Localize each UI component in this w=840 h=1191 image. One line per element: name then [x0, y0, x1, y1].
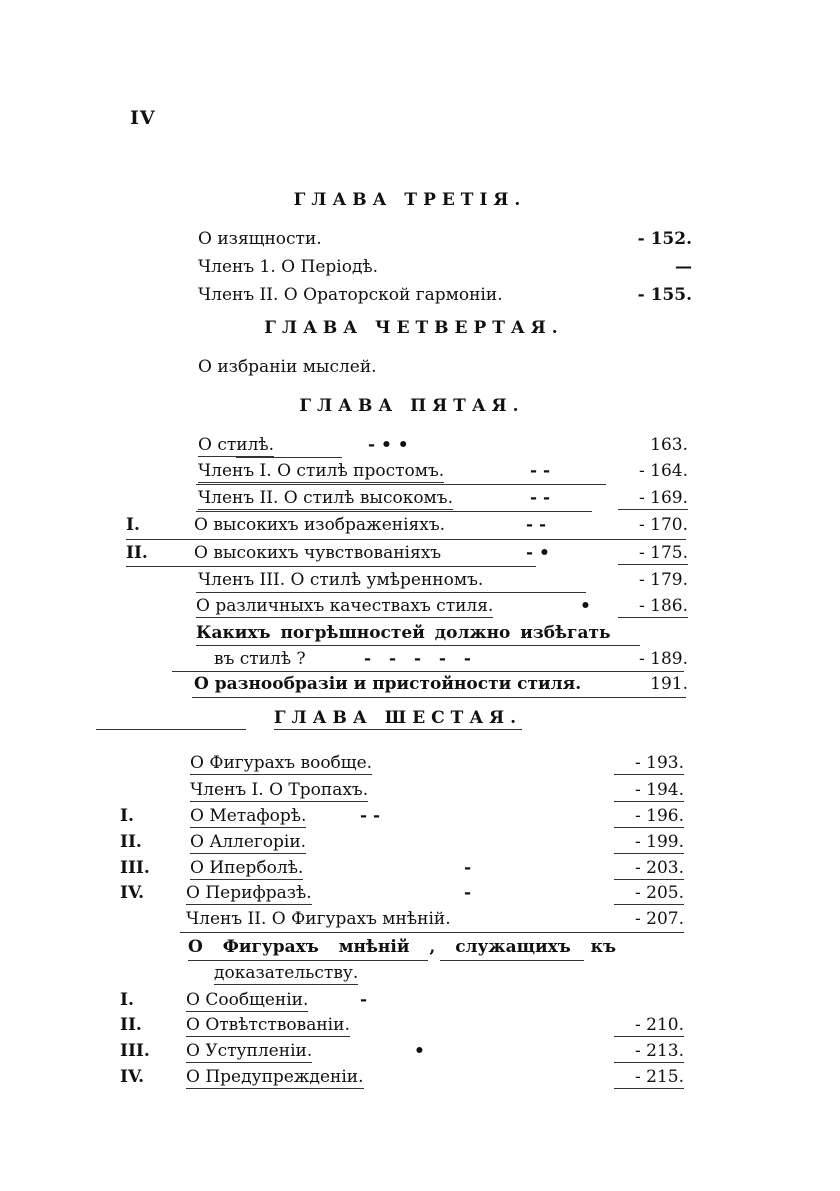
toc-entry [188, 936, 684, 962]
toc-entry [126, 514, 688, 540]
entry-page: - 186. [618, 595, 688, 618]
entry-page: - 193. [614, 752, 684, 775]
entry-title: Членъ 1. О Періодѣ. [198, 257, 379, 277]
entry-leader-dots: • [414, 1041, 425, 1061]
entry-title: въ стилѣ ? [214, 649, 306, 669]
entry-page: - 199. [614, 831, 684, 854]
underline-rule [188, 960, 428, 961]
toc-entry [120, 1040, 684, 1066]
toc-entry [198, 256, 692, 282]
underline-rule [196, 511, 592, 512]
toc-entry [120, 805, 684, 831]
chapter-6-heading [0, 708, 798, 728]
entry-leader-dots: - [360, 990, 368, 1010]
toc-entry [194, 673, 688, 699]
entry-page: - 210. [614, 1014, 684, 1037]
underline-rule [236, 457, 342, 458]
toc-entry [198, 356, 692, 382]
entry-leader-dots: - - [360, 806, 381, 826]
entry-title: О Фигурахъ вообще. [190, 753, 373, 773]
underline-rule [126, 566, 536, 567]
toc-entry [186, 908, 684, 934]
entry-page: - 194. [614, 779, 684, 802]
entry-title: О Отвѣтствованіи. [186, 1015, 350, 1035]
entry-page: - 170. [639, 515, 688, 535]
toc-entry [120, 857, 684, 883]
entry-leader-dots: - - - - - [364, 649, 471, 669]
entry-title: Членъ II. О стилѣ высокомъ. [198, 488, 453, 508]
toc-entry [198, 228, 692, 254]
roman-numeral: IV. [120, 883, 145, 903]
entry-page: - 196. [614, 805, 684, 828]
entry-page: - 169. [618, 487, 688, 510]
roman-numeral: I. [120, 806, 134, 826]
entry-title: О Иперболѣ. [190, 858, 304, 878]
entry-title: О Аллегоріи. [190, 832, 307, 852]
entry-title: О разнообразіи и пристойности стиля. [194, 674, 582, 694]
underline-rule [196, 592, 586, 593]
entry-page: 163. [650, 435, 688, 455]
underline-rule [196, 484, 606, 485]
entry-page: - 175. [618, 542, 688, 565]
roman-numeral: I. [120, 990, 134, 1010]
toc-entry [190, 779, 684, 805]
entry-page: - 215. [614, 1066, 684, 1089]
entry-page: - 155. [637, 285, 692, 305]
roman-numeral: IV. [120, 1067, 145, 1087]
entry-page: - 164. [639, 461, 688, 481]
entry-title: О стилѣ. [198, 435, 275, 455]
entry-page: 191. [650, 674, 688, 694]
underline-rule [180, 932, 684, 933]
entry-title: О Перифразѣ. [186, 883, 312, 903]
entry-page: - 207. [635, 909, 684, 929]
entry-page: - 213. [614, 1040, 684, 1063]
entry-title: О высокихъ чувствованіяхъ [194, 543, 442, 563]
toc-entry [190, 752, 684, 778]
roman-numeral: II. [126, 543, 148, 563]
entry-title: О высокихъ изображеніяхъ. [194, 515, 446, 535]
entry-page: - 203. [614, 857, 684, 880]
entry-title: О избраніи мыслей. [198, 357, 377, 377]
entry-leader-dots: - • • [368, 435, 409, 455]
entry-page: - 189. [639, 649, 688, 669]
toc-entry [120, 882, 684, 908]
entry-title: Членъ III. О стилѣ умѣренномъ. [198, 570, 484, 590]
entry-leader-dots: - - [526, 515, 547, 535]
underline-rule [440, 960, 584, 961]
entry-title: Какихъ погрѣшностей должно избѣгать [196, 623, 611, 643]
entry-page: — [675, 257, 692, 277]
roman-numeral: III. [120, 1041, 150, 1061]
toc-entry [120, 831, 684, 857]
toc-entry [214, 962, 684, 988]
entry-leader-dots: - [464, 883, 472, 903]
entry-title: О различныхъ качествахъ стиля. [196, 596, 494, 616]
roman-numeral: II. [120, 1015, 142, 1035]
entry-page: - 152. [637, 229, 692, 249]
entry-title: Членъ I. О Тропахъ. [190, 780, 369, 800]
toc-entry [126, 542, 688, 568]
entry-title: О Фигурахъ мнѣній , служащихъ къ [188, 937, 617, 957]
entry-leader-dots: • [580, 596, 591, 616]
entry-title: О изящности. [198, 229, 322, 249]
entry-title: Членъ II. О Ораторской гармоніи. [198, 285, 503, 305]
entry-title: О Сообщеніи. [186, 990, 309, 1010]
entry-title: доказательству. [214, 963, 359, 983]
entry-page: - 179. [639, 570, 688, 590]
entry-leader-dots: - • [526, 543, 550, 563]
toc-entry [198, 284, 692, 310]
entry-title: Членъ I. О стилѣ простомъ. [198, 461, 445, 481]
underline-rule [126, 539, 686, 540]
entry-leader-dots: - - [530, 461, 551, 481]
entry-title: Членъ II. О Фигурахъ мнѣній. [186, 909, 451, 929]
chapter-3-heading: ГЛАВА ТРЕТІЯ. [293, 190, 527, 210]
entry-title: О Уступленіи. [186, 1041, 313, 1061]
underline-rule [192, 697, 686, 698]
chapter-6-heading-text: ГЛАВА ШЕСТАЯ. [273, 708, 523, 728]
entry-leader-dots: - - [530, 488, 551, 508]
entry-title: О Предупрежденіи. [186, 1067, 364, 1087]
toc-entry [198, 487, 688, 513]
toc-entry [120, 1066, 684, 1092]
toc-entry [196, 595, 688, 621]
entry-title: О Метафорѣ. [190, 806, 307, 826]
entry-leader-dots: - [464, 858, 472, 878]
roman-numeral: III. [120, 858, 150, 878]
entry-page: - 205. [614, 882, 684, 905]
toc-entry [120, 989, 684, 1015]
underline-rule [196, 645, 640, 646]
chapter-4-heading: ГЛАВА ЧЕТВЕРТАЯ. [264, 318, 564, 338]
underline-rule [172, 671, 684, 672]
roman-numeral: II. [120, 832, 142, 852]
toc-entry [198, 460, 688, 486]
chapter-5-heading: ГЛАВА ПЯТАЯ. [299, 396, 525, 416]
roman-numeral: I. [126, 515, 140, 535]
page-number: IV [130, 107, 156, 129]
toc-entry [120, 1014, 684, 1040]
